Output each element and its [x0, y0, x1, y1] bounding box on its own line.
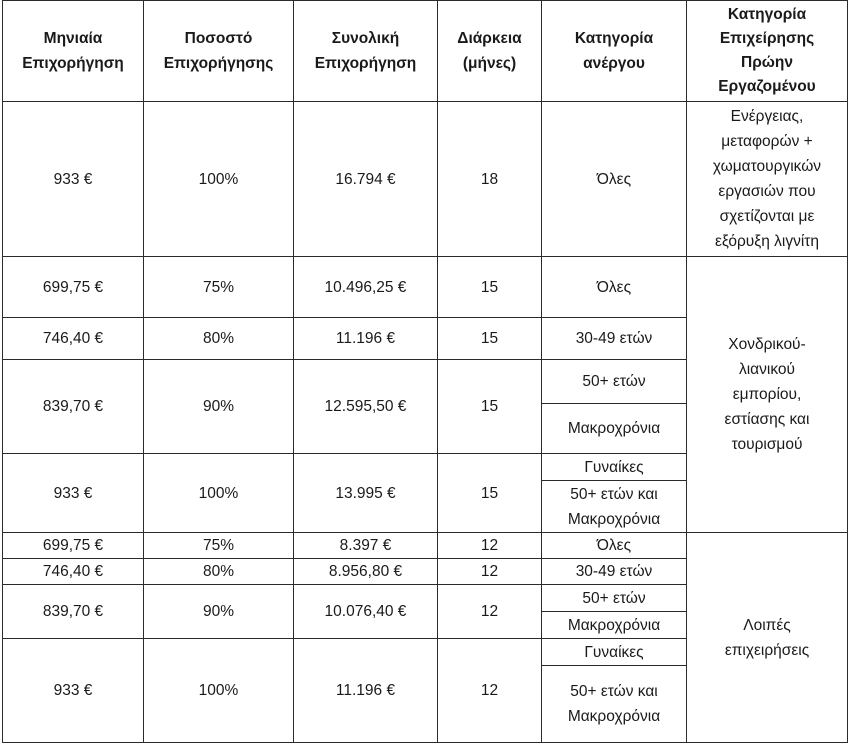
category-cell: Γυναίκες [542, 639, 687, 666]
total-cell: 8.397 € [294, 533, 438, 559]
header-percent: Ποσοστό Επιχορήγησης [144, 1, 294, 102]
category-cell: 50+ ετών [542, 360, 687, 404]
header-business-category: Κατηγορία Επιχείρησης Πρώην Εργαζομένου [687, 1, 848, 102]
table-row [3, 102, 848, 257]
percent-cell: 90% [144, 585, 294, 639]
category-cell: Όλες [542, 533, 687, 559]
total-cell: 13.995 € [294, 454, 438, 533]
duration-cell: 18 [438, 102, 542, 257]
monthly-cell: 839,70 € [3, 585, 144, 639]
header-total: Συνολική Επιχορήγηση [294, 1, 438, 102]
monthly-cell: 746,40 € [3, 318, 144, 360]
category-cell: 50+ ετών [542, 585, 687, 612]
total-cell: 11.196 € [294, 639, 438, 743]
total-cell: 10.496,25 € [294, 257, 438, 318]
duration-cell: 15 [438, 318, 542, 360]
header-duration: Διάρκεια (μήνες) [438, 1, 542, 102]
duration-cell: 15 [438, 454, 542, 533]
monthly-cell: 933 € [3, 102, 144, 257]
duration-cell: 15 [438, 360, 542, 454]
header-row [3, 1, 848, 102]
monthly-cell: 933 € [3, 454, 144, 533]
monthly-cell: 699,75 € [3, 257, 144, 318]
table-row [3, 257, 848, 318]
business-category-cell: Χονδρικού- λιανικού εμπορίου, εστίασης και τουρισμού [687, 257, 848, 533]
header-unemployed-category: Κατηγορία ανέργου [542, 1, 687, 102]
percent-cell: 80% [144, 559, 294, 585]
category-cell: 50+ ετών και Μακροχρόνια [542, 666, 687, 743]
total-cell: 8.956,80 € [294, 559, 438, 585]
duration-cell: 12 [438, 533, 542, 559]
total-cell: 16.794 € [294, 102, 438, 257]
total-cell: 10.076,40 € [294, 585, 438, 639]
header-monthly: Μηνιαία Επιχορήγηση [3, 1, 144, 102]
category-cell: 30-49 ετών [542, 559, 687, 585]
monthly-cell: 839,70 € [3, 360, 144, 454]
percent-cell: 80% [144, 318, 294, 360]
duration-cell: 12 [438, 559, 542, 585]
category-cell: Όλες [542, 257, 687, 318]
total-cell: 11.196 € [294, 318, 438, 360]
percent-cell: 75% [144, 533, 294, 559]
duration-cell: 12 [438, 639, 542, 743]
category-cell: Μακροχρόνια [542, 612, 687, 639]
business-category-cell: Ενέργειας, μεταφορών + χωματουργικών εργασιών που σχετίζονται με εξόρυξη λιγνίτη [687, 102, 848, 257]
business-category-cell: Λοιπές επιχειρήσεις [687, 533, 848, 743]
category-cell: Όλες [542, 102, 687, 257]
category-cell: 30-49 ετών [542, 318, 687, 360]
total-cell: 12.595,50 € [294, 360, 438, 454]
category-cell: 50+ ετών και Μακροχρόνια [542, 481, 687, 533]
percent-cell: 90% [144, 360, 294, 454]
category-cell: Γυναίκες [542, 454, 687, 481]
duration-cell: 12 [438, 585, 542, 639]
monthly-cell: 933 € [3, 639, 144, 743]
monthly-cell: 699,75 € [3, 533, 144, 559]
percent-cell: 75% [144, 257, 294, 318]
category-cell: Μακροχρόνια [542, 404, 687, 454]
percent-cell: 100% [144, 102, 294, 257]
table-row [3, 533, 848, 559]
grant-table [2, 0, 848, 743]
duration-cell: 15 [438, 257, 542, 318]
percent-cell: 100% [144, 639, 294, 743]
percent-cell: 100% [144, 454, 294, 533]
monthly-cell: 746,40 € [3, 559, 144, 585]
